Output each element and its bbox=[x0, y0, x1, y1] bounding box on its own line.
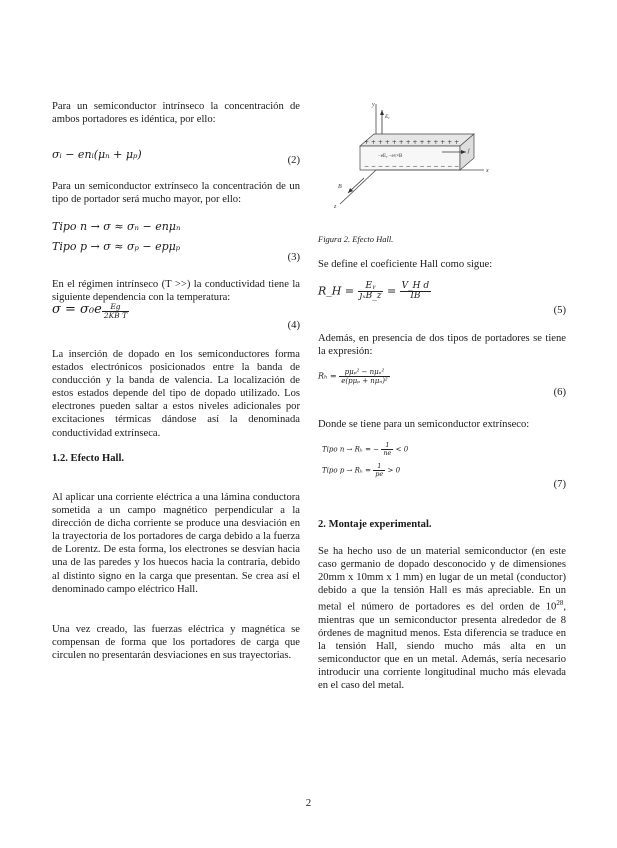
exponent-denominator: 2KB T bbox=[103, 311, 128, 320]
hall-effect-figure bbox=[318, 100, 566, 215]
fraction-denominator: e(pμₚ + nμₙ)² bbox=[341, 377, 388, 385]
equation-4 bbox=[52, 303, 300, 331]
minus-charges: − − − − − − − − − − − − − − bbox=[364, 163, 460, 170]
paragraph-text: Se ha hecho uso de un material semiconductor (en este caso germanio de dopado desconocido y de dimensiones 20mm x 10mm x 1 mm) en lugar de un metal (conductor) debido a que la tensión Hall es más apreciable. En un metal el número de portadores es del orden de 10 bbox=[318, 546, 566, 613]
equation-text: Tipo p → Rₕ = bbox=[322, 466, 372, 475]
paragraph: La inserción de dopado en los semiconductores forma estados electrónicos posicionados entre la banda de conducción y la banda de valencia. La localización de estos estados depende del tipo de dopado utilizado. Los electrones pueden saltar a estos niveles adicionales por excitaciones térmicas dándose así la denominada conductividad extrínseca. bbox=[52, 349, 300, 439]
hall-effect-diagram bbox=[324, 100, 494, 212]
equation-text: < 0 bbox=[395, 445, 409, 454]
paragraph: Una vez creado, las fuerzas eléctrica y magnética se compensan de forma que los portadores de carga que circulen no presentarán desviaciones en sus trayectorias. bbox=[52, 624, 300, 662]
paragraph: Donde se tiene para un semiconductor extrínseco: bbox=[318, 419, 530, 430]
equation-7 bbox=[318, 442, 566, 488]
equation-number: (4) bbox=[287, 320, 300, 331]
page-number: 2 bbox=[305, 797, 312, 809]
section-heading: 1.2. Efecto Hall. bbox=[52, 453, 125, 464]
field-label: Eᵧ bbox=[385, 114, 390, 120]
section-heading: 2. Montaje experimental. bbox=[318, 519, 432, 530]
equation-number: (6) bbox=[553, 387, 566, 398]
fraction-numerator: 1 bbox=[373, 463, 385, 471]
current-label: j bbox=[468, 148, 470, 154]
fraction-denominator: jₓB_z bbox=[359, 291, 382, 301]
axis-label-z: z bbox=[334, 204, 337, 210]
paragraph: Para un semiconductor extrínseco la concentración de un tipo de portador será mucho mayor, por ello: bbox=[52, 181, 300, 206]
equation-5 bbox=[318, 282, 566, 318]
equation-lhs: Rₕ = bbox=[318, 371, 337, 381]
paragraph bbox=[318, 545, 566, 693]
fraction-numerator: V_H d bbox=[401, 281, 430, 291]
equation-3 bbox=[52, 220, 300, 264]
equation-6 bbox=[318, 368, 566, 402]
equation-line: Tipo n → σ ≈ σₙ − enμₙ bbox=[52, 220, 181, 233]
equation-number: (5) bbox=[553, 305, 566, 316]
axis-label-x: x bbox=[486, 168, 489, 174]
equation-number: (3) bbox=[287, 252, 300, 263]
equation-operator: = bbox=[386, 284, 397, 298]
paragraph: En el régimen intrínseco (T >>) la conductividad tiene la siguiente dependencia con la temperatura: bbox=[52, 279, 300, 304]
equation-body: σ = σ₀e bbox=[52, 302, 102, 317]
fraction-numerator: pμₚ² − nμₙ² bbox=[339, 368, 389, 377]
exponent-numerator: Eg bbox=[102, 303, 129, 312]
fraction-denominator: ne bbox=[383, 449, 392, 457]
force-label: −eEᵧ −ev×B bbox=[378, 154, 403, 159]
equation-text: > 0 bbox=[387, 466, 401, 475]
equation-number: (2) bbox=[287, 155, 300, 166]
magnetic-field-label: B bbox=[338, 184, 342, 190]
fraction-denominator: IB bbox=[410, 291, 421, 301]
equation-2 bbox=[52, 148, 300, 170]
equation-number: (7) bbox=[553, 479, 566, 490]
paragraph: Se define el coeficiente Hall como sigue: bbox=[318, 259, 493, 270]
equation-lhs: R_H = bbox=[318, 284, 355, 298]
paragraph: Al aplicar una corriente eléctrica a una lámina conductora sometida a un campo magnético perpendicular a la dirección de dicha corriente se produce una desviación en la trayectoria de los portadores de carga debido a la fuerza de Lorentz. De esta forma, los electrones se desvían hacia una de las paredes y los huecos hacia la contraria, debido al distinto signo en la carga que presentan. Se crea así el denominado campo eléctrico Hall. bbox=[52, 492, 300, 595]
equation-body: σᵢ − enᵢ(μₙ + μₚ) bbox=[52, 148, 142, 161]
equation-text: Tipo n → Rₕ = − bbox=[322, 445, 380, 454]
fraction-numerator: 1 bbox=[381, 442, 393, 450]
fraction-denominator: pe bbox=[375, 470, 384, 478]
fraction-numerator: Eᵧ bbox=[358, 282, 384, 292]
plus-charges: + + + + + + + + + + + + + + bbox=[364, 139, 460, 146]
axis-label-y: y bbox=[372, 102, 375, 108]
paragraph: Además, en presencia de dos tipos de portadores se tiene la expresión: bbox=[318, 333, 566, 358]
exponent: 28 bbox=[556, 599, 564, 608]
equation-line bbox=[322, 463, 566, 478]
equation-line bbox=[322, 442, 566, 457]
paragraph-text: , mientras que un semiconductor presenta alrededor de 8 órdenes de magnitud menos. Esta diferencia se traduce en la tensión Hall, siendo mucho más alta en un semiconductor que en un metal. Además, sería necesario introducir una corriente longitudinal mucho más elevada en el caso del metal. bbox=[318, 601, 566, 692]
paragraph: Para un semiconductor intrínseco la concentración de ambos portadores es idéntica, por ello: bbox=[52, 101, 300, 126]
equation-line: Tipo p → σ ≈ σₚ − epμₚ bbox=[52, 240, 181, 254]
figure-caption: Figura 2. Efecto Hall. bbox=[318, 234, 394, 244]
